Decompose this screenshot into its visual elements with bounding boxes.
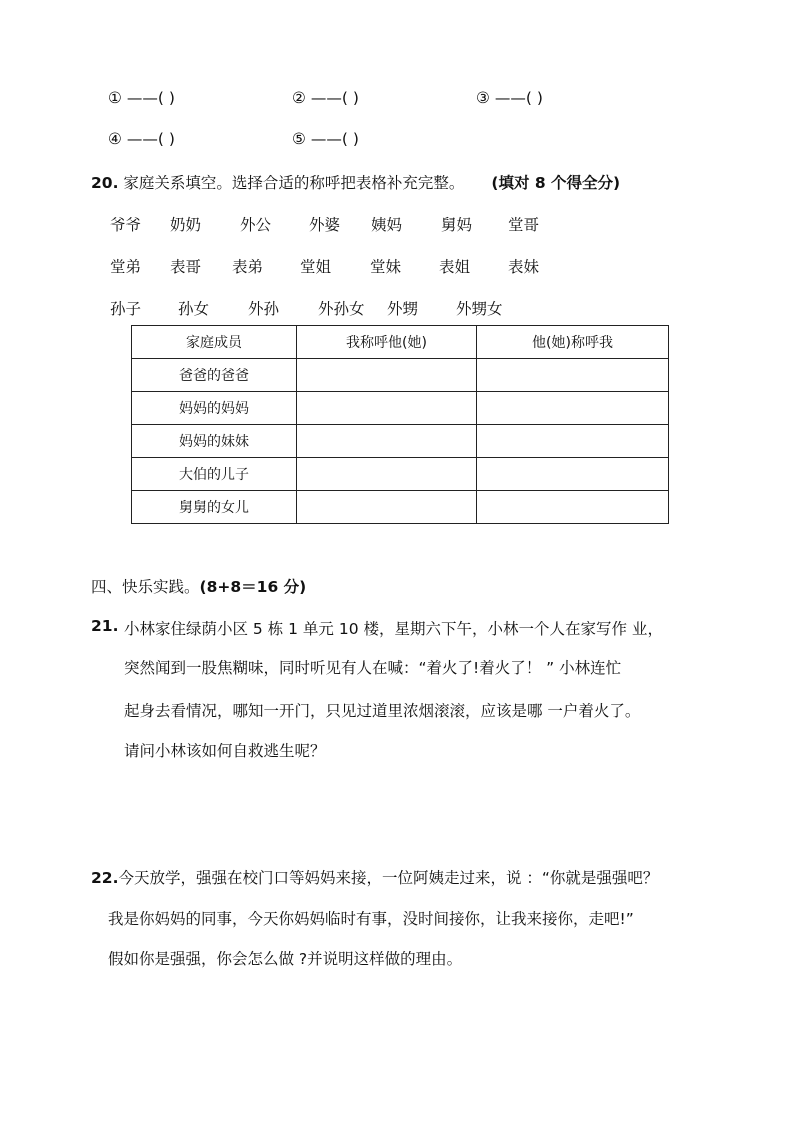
header-family-member: 家庭成员 xyxy=(132,326,297,359)
question-20-score-note: (填对 8 个得全分) xyxy=(491,174,621,192)
word-tangjie: 堂姐 xyxy=(300,258,332,276)
table-row xyxy=(132,491,669,524)
section-4-heading xyxy=(91,575,306,597)
answer-cell[interactable] xyxy=(477,458,669,491)
word-jiuma: 舅妈 xyxy=(441,216,473,234)
answer-cell[interactable] xyxy=(297,491,477,524)
blank-5-mark: ⑤ xyxy=(292,130,306,148)
blank-3-text: ——( ) xyxy=(494,89,543,107)
question-22-line-2: 我是你妈妈的同事，今天你妈妈临时有事，没时间接你，让我来接你，走吧!” xyxy=(108,910,634,928)
row-member: 妈妈的妹妹 xyxy=(132,425,297,458)
row-member: 爸爸的爸爸 xyxy=(132,359,297,392)
row-member: 妈妈的妈妈 xyxy=(132,392,297,425)
blank-4-mark: ④ xyxy=(108,130,122,148)
blank-2 xyxy=(292,89,359,107)
word-waigong: 外公 xyxy=(240,216,272,234)
row-member: 大伯的儿子 xyxy=(132,458,297,491)
question-22-line-3: 假如你是强强，你会怎么做 ?并说明这样做的理由。 xyxy=(108,950,463,968)
question-21-line-1: 小林家住绿荫小区 5 栋 1 单元 10 楼，星期六下午，小林一个人在家写作 业， xyxy=(124,620,663,638)
word-tangmei: 堂妹 xyxy=(370,258,402,276)
header-calls-me: 他(她)称呼我 xyxy=(477,326,669,359)
blank-5-text: ——( ) xyxy=(310,130,359,148)
question-20-number: 20. xyxy=(91,174,119,192)
word-biaoge: 表哥 xyxy=(170,258,202,276)
blank-1-text: ——( ) xyxy=(126,89,175,107)
blank-1-mark: ① xyxy=(108,89,122,107)
blank-3 xyxy=(476,89,543,107)
row-member: 舅舅的女儿 xyxy=(132,491,297,524)
header-i-call: 我称呼他(她) xyxy=(297,326,477,359)
question-20 xyxy=(91,171,620,193)
answer-cell[interactable] xyxy=(297,458,477,491)
answer-cell[interactable] xyxy=(477,425,669,458)
blank-4 xyxy=(108,130,175,148)
blank-1 xyxy=(108,89,175,107)
word-waisun: 外孙 xyxy=(248,300,280,318)
blank-5 xyxy=(292,130,359,148)
table-row xyxy=(132,359,669,392)
answer-cell[interactable] xyxy=(477,359,669,392)
word-sunzi: 孙子 xyxy=(110,300,142,318)
table-row xyxy=(132,425,669,458)
table-row xyxy=(132,458,669,491)
answer-cell[interactable] xyxy=(297,425,477,458)
section-4-title: 四、快乐实践。 xyxy=(91,578,200,596)
answer-cell[interactable] xyxy=(477,392,669,425)
word-nainai: 奶奶 xyxy=(170,216,202,234)
word-biaojie: 表姐 xyxy=(439,258,471,276)
blank-4-text: ——( ) xyxy=(126,130,175,148)
question-22-line-1 xyxy=(91,866,658,888)
family-relation-table xyxy=(131,325,669,524)
question-21-line-3: 起身去看情况，哪知一开门，只见过道里浓烟滚滚，应该是哪 一户着火了。 xyxy=(124,702,641,720)
word-tangdi: 堂弟 xyxy=(110,258,142,276)
question-21-line-4: 请问小林该如何自救逃生呢？ xyxy=(124,742,326,760)
question-21-line-2: 突然闻到一股焦糊味，同时听见有人在喊：“着火了!着火了！ ” 小林连忙 xyxy=(124,659,622,677)
blank-3-mark: ③ xyxy=(476,89,490,107)
blank-2-mark: ② xyxy=(292,89,306,107)
question-20-text: 家庭关系填空。选择合适的称呼把表格补充完整。 xyxy=(123,174,465,192)
word-waisunnv: 外孙女 xyxy=(318,300,365,318)
answer-cell[interactable] xyxy=(297,359,477,392)
word-tangge: 堂哥 xyxy=(508,216,540,234)
question-22-text: 今天放学，强强在校门口等妈妈来接，一位阿姨走过来，说 ：“你就是强强吧？ xyxy=(118,869,659,887)
word-sunnv: 孙女 xyxy=(178,300,210,318)
table-header-row xyxy=(132,326,669,359)
blank-2-text: ——( ) xyxy=(310,89,359,107)
answer-cell[interactable] xyxy=(297,392,477,425)
question-21-number: 21. xyxy=(91,617,119,635)
word-biaodi: 表弟 xyxy=(232,258,264,276)
section-4-score: (8+8＝16 分) xyxy=(199,578,307,596)
word-biaomei: 表妹 xyxy=(508,258,540,276)
question-22-number: 22. xyxy=(91,869,119,887)
table-row xyxy=(132,392,669,425)
word-yeye: 爷爷 xyxy=(110,216,142,234)
word-waishengnv: 外甥女 xyxy=(456,300,503,318)
word-yima: 姨妈 xyxy=(371,216,403,234)
word-waipo: 外婆 xyxy=(309,216,341,234)
word-waisheng: 外甥 xyxy=(387,300,419,318)
answer-cell[interactable] xyxy=(477,491,669,524)
